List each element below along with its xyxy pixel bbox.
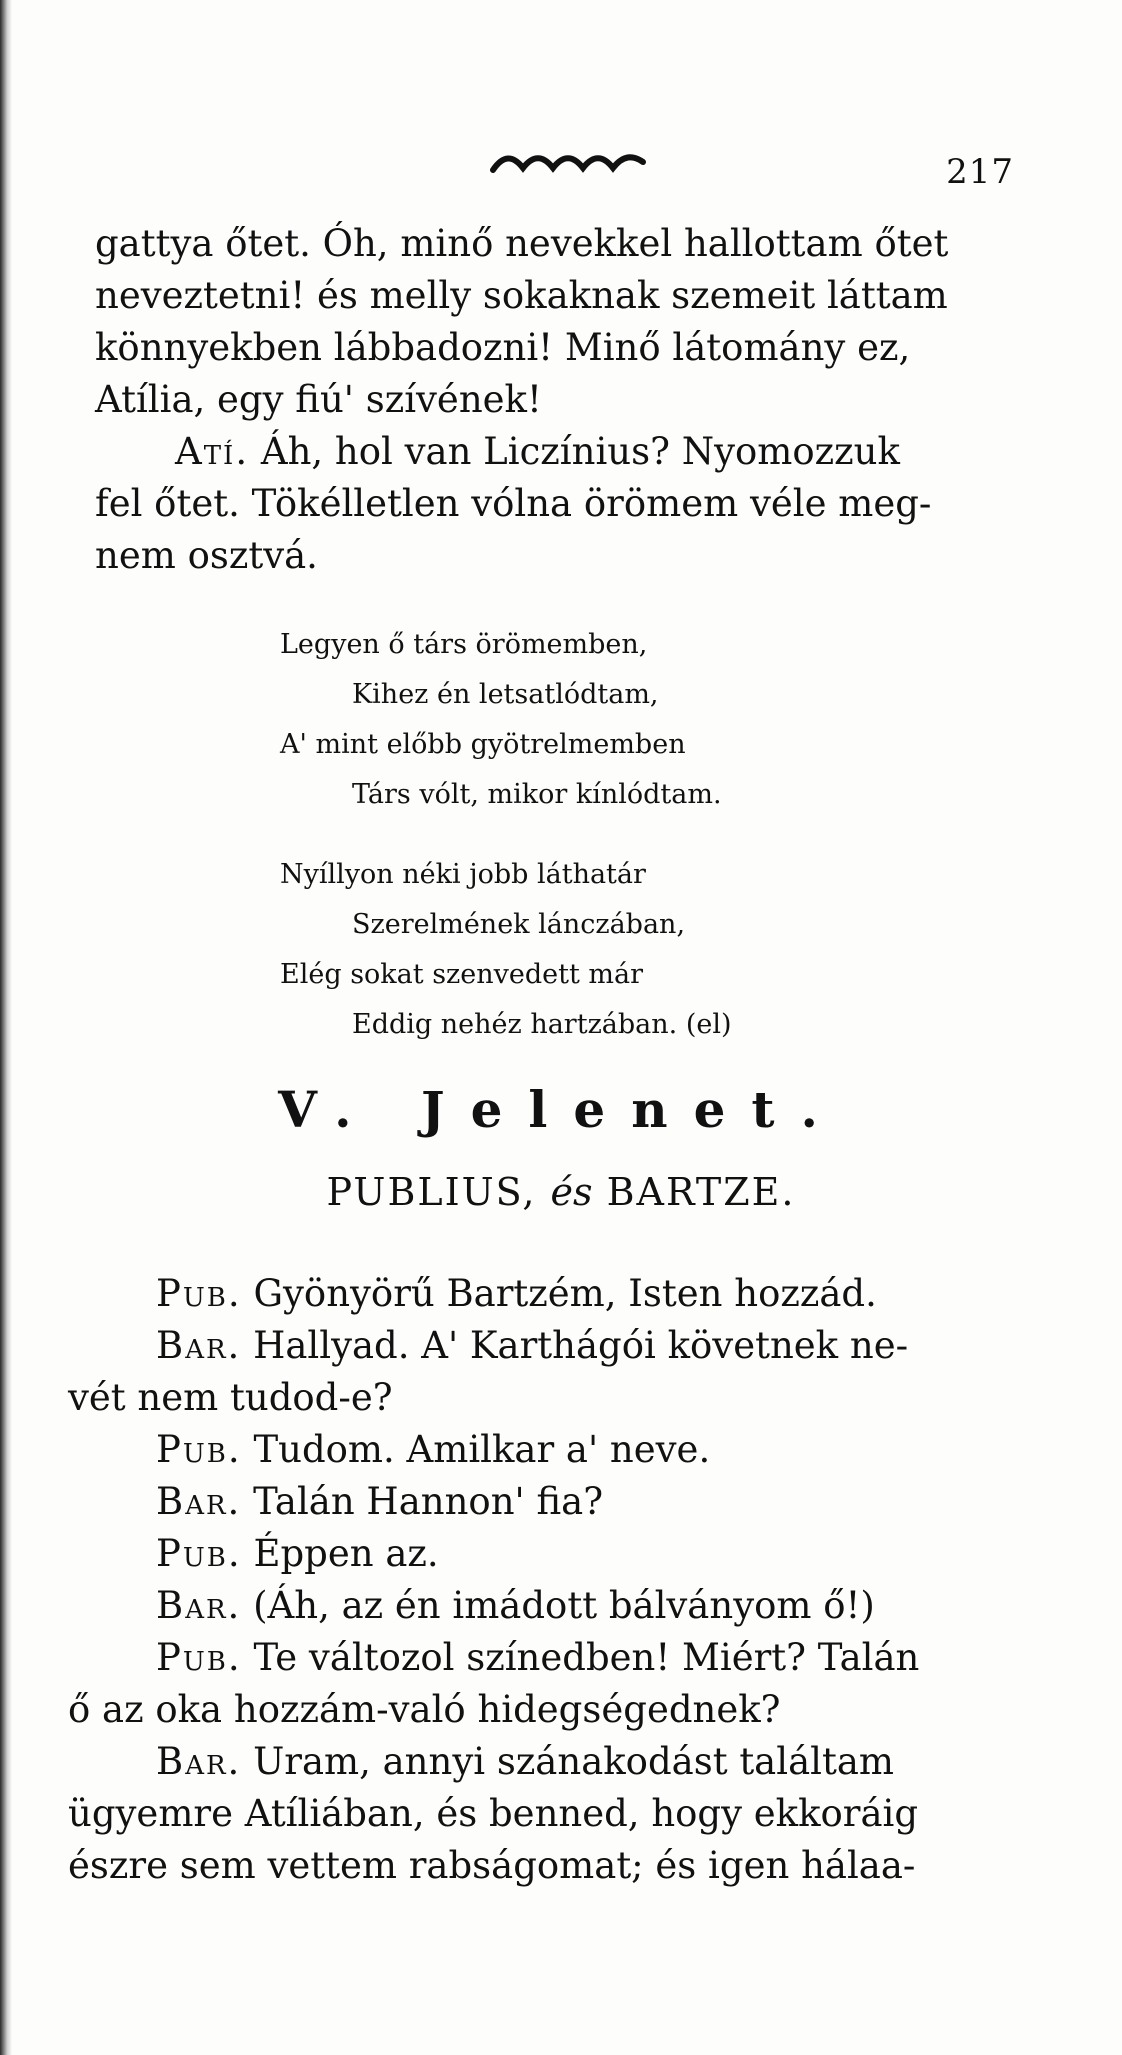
dialogue-line bbox=[68, 1424, 1028, 1476]
dialogue-line bbox=[68, 1684, 1028, 1736]
speaker-label: Bar. bbox=[156, 1584, 242, 1627]
poem-stanza-1 bbox=[280, 620, 980, 820]
dialogue-text: Éppen az. bbox=[253, 1532, 439, 1575]
ati-speech-line: fel őtet. Tökélletlen vólna örömem véle meg- bbox=[95, 482, 932, 525]
cast-publius: PUBLIUS, bbox=[326, 1170, 537, 1214]
dialogue-text: Te változol színedben! Miért? Talán bbox=[253, 1636, 920, 1679]
cast-bartze: BARTZE. bbox=[606, 1170, 796, 1214]
scene-heading: V. Jelenet. bbox=[278, 1080, 844, 1139]
poem-stanza-2 bbox=[280, 850, 980, 1050]
speaker-ati: Atí. bbox=[175, 430, 250, 473]
speaker-label: Pub. bbox=[156, 1636, 242, 1679]
cast-conjunction: és bbox=[550, 1170, 593, 1214]
speaker-label: Bar. bbox=[156, 1480, 242, 1523]
dialogue-line bbox=[68, 1268, 1028, 1320]
poem-line: Legyen ő társ örömemben, bbox=[280, 629, 648, 660]
dialogue-text: Hallyad. A' Karthágói követnek ne- bbox=[253, 1324, 909, 1367]
page-header bbox=[0, 150, 1122, 190]
dialogue-text: vét nem tudod-e? bbox=[68, 1376, 393, 1419]
dialogue-text: Gyönyörű Bartzém, Isten hozzád. bbox=[253, 1272, 877, 1315]
page-number: 217 bbox=[946, 152, 1014, 192]
speaker-label: Bar. bbox=[156, 1324, 242, 1367]
speaker-label: Pub. bbox=[156, 1272, 242, 1315]
poem-line: Nyíllyon néki jobb láthatár bbox=[280, 859, 646, 890]
speaker-label: Pub. bbox=[156, 1532, 242, 1575]
speaker-label: Pub. bbox=[156, 1428, 242, 1471]
prose-paragraph bbox=[95, 218, 1030, 582]
dialogue-line bbox=[68, 1320, 1028, 1372]
poem-line: Szerelmének lánczában, bbox=[352, 909, 686, 940]
prose-line: Atília, egy fiú' szívének! bbox=[95, 378, 542, 421]
prose-line: neveztetni! és melly sokaknak szemeit láttam bbox=[95, 274, 948, 317]
scene-cast bbox=[0, 1170, 1122, 1214]
ati-speech-line bbox=[95, 426, 1030, 478]
dialogue-line bbox=[68, 1372, 1028, 1424]
page-spine-shadow bbox=[0, 0, 12, 2055]
dialogue-line bbox=[68, 1736, 1028, 1788]
dialogue-line bbox=[68, 1580, 1028, 1632]
poem-line: Kihez én letsatlódtam, bbox=[352, 679, 659, 710]
dialogue-text: ő az oka hozzám-való hidegségednek? bbox=[68, 1688, 781, 1731]
dialogue-text: (Áh, az én imádott bálványom ő!) bbox=[253, 1584, 875, 1627]
poem-line: Társ vólt, mikor kínlódtam. bbox=[352, 779, 722, 810]
dialogue-line bbox=[68, 1476, 1028, 1528]
ati-speech-text: Áh, hol van Liczínius? Nyomozzuk bbox=[260, 430, 900, 473]
poem-line: Elég sokat szenvedett már bbox=[280, 959, 644, 990]
speaker-label: Bar. bbox=[156, 1740, 242, 1783]
dialogue-line bbox=[68, 1528, 1028, 1580]
ornament-icon bbox=[488, 150, 648, 180]
dialogue-text: Uram, annyi szánakodást találtam bbox=[253, 1740, 894, 1783]
opening-prose bbox=[95, 218, 1030, 582]
dialogue-line bbox=[68, 1632, 1028, 1684]
dialogue-text: Talán Hannon' fia? bbox=[253, 1480, 604, 1523]
dialogue-line bbox=[68, 1788, 1028, 1840]
dialogue-text: észre sem vettem rabságomat; és igen hálaa- bbox=[68, 1844, 916, 1887]
dialogue-block bbox=[68, 1268, 1028, 1892]
ati-speech-line: nem osztvá. bbox=[95, 534, 318, 577]
dialogue-text: ügyemre Atíliában, és benned, hogy ekkoráig bbox=[68, 1792, 919, 1835]
dialogue-text: Tudom. Amilkar a' neve. bbox=[253, 1428, 711, 1471]
dialogue-line bbox=[68, 1840, 1028, 1892]
poem-line: Eddig nehéz hartzában. (el) bbox=[352, 1009, 732, 1040]
prose-line: könnyekben lábbadozni! Minő látomány ez, bbox=[95, 326, 911, 369]
poem-line: A' mint előbb gyötrelmemben bbox=[280, 729, 686, 760]
prose-line: gattya őtet. Óh, minő nevekkel hallottam őtet bbox=[95, 222, 949, 265]
